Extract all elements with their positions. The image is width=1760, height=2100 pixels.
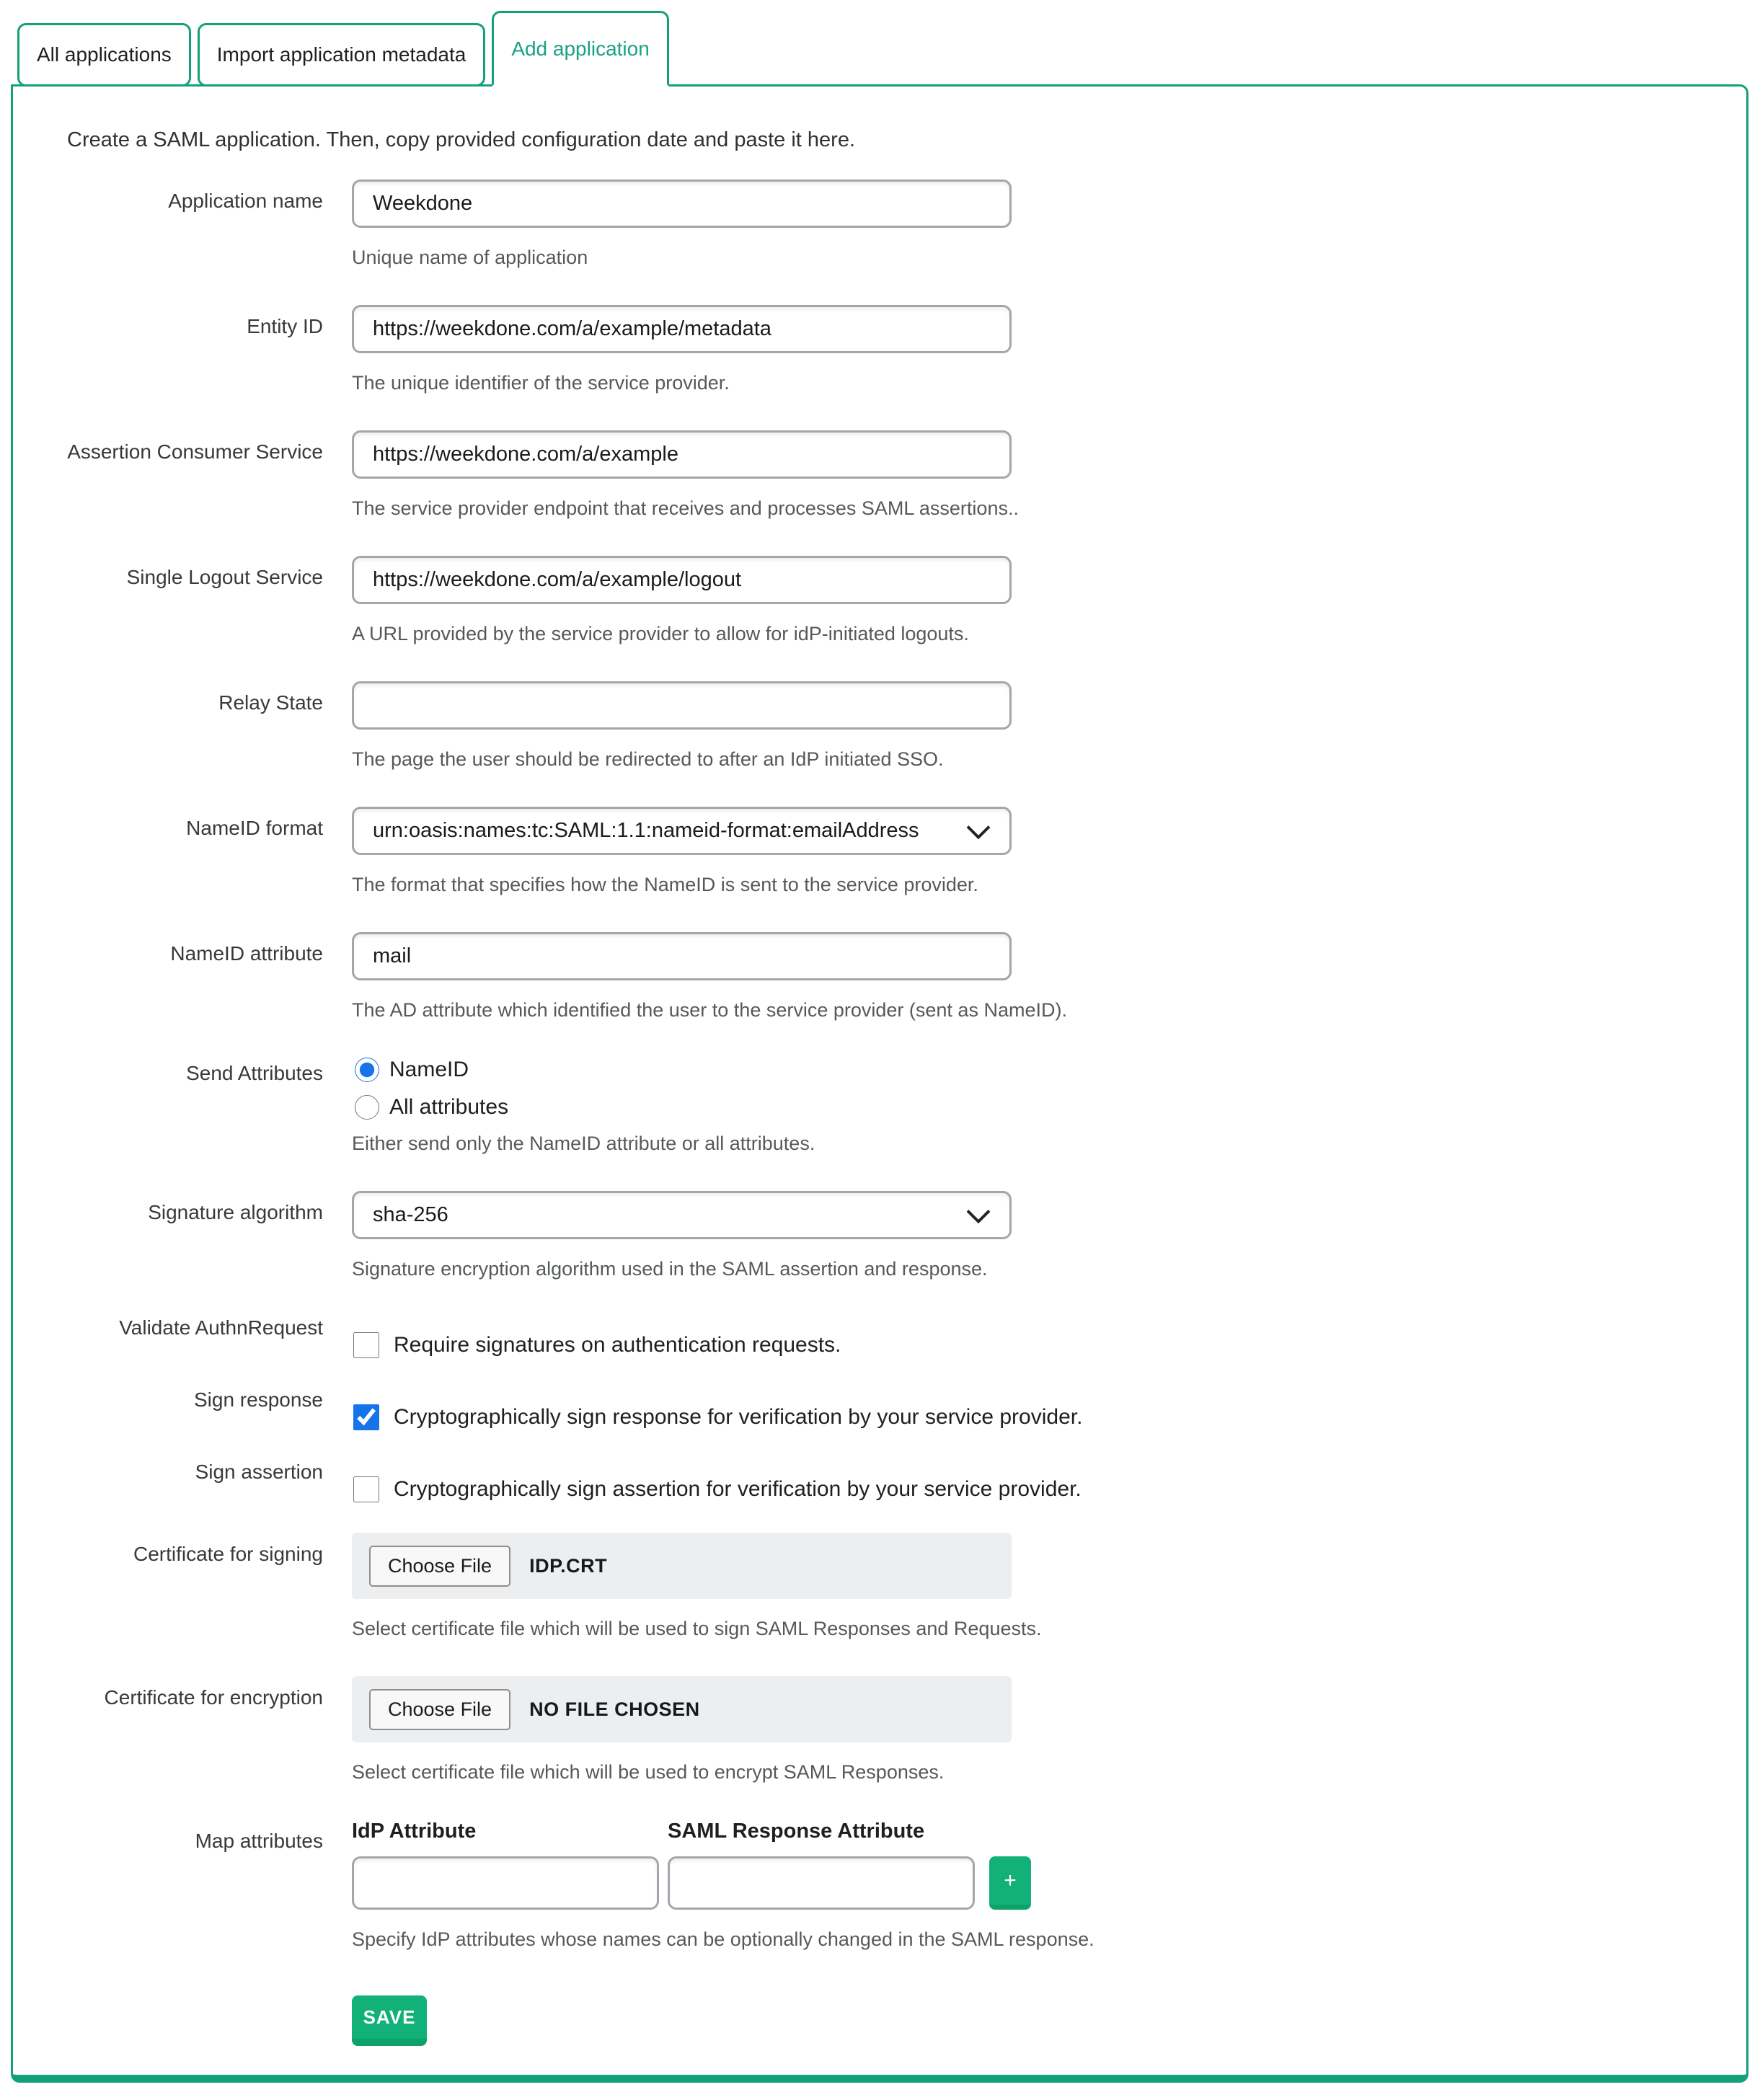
sign-assertion-checkbox-label: Cryptographically sign assertion for verification by your service provider. — [394, 1477, 1082, 1501]
save-row-spacer — [67, 1995, 323, 2006]
application-name-help: Unique name of application — [352, 247, 588, 268]
relay-state-input[interactable] — [352, 681, 1012, 730]
nameid-format-select[interactable]: urn:oasis:names:tc:SAML:1.1:nameid-format:emailAddress — [352, 807, 1012, 855]
single-logout-service-input[interactable] — [352, 556, 1012, 604]
intro-text: Create a SAML application. Then, copy provided configuration date and paste it here. — [67, 128, 856, 151]
relay-state-help: The page the user should be redirected to after an IdP initiated SSO. — [352, 748, 944, 770]
certificate-signing-row — [67, 1533, 1717, 1640]
single-logout-service-row — [67, 556, 1717, 645]
nameid-format-row — [67, 807, 1717, 896]
certificate-signing-help: Select certificate file which will be used to sign SAML Responses and Requests. — [352, 1618, 1042, 1639]
nameid-attribute-label: NameID attribute — [170, 942, 323, 965]
certificate-encryption-row — [67, 1676, 1717, 1784]
signature-algorithm-select[interactable]: sha-256 — [352, 1191, 1012, 1239]
add-attribute-mapping-button[interactable]: + — [989, 1856, 1031, 1910]
entity-id-row — [67, 305, 1717, 394]
validate-authnrequest-label: Validate AuthnRequest — [119, 1316, 323, 1339]
certificate-encryption-file-name: NO FILE CHOSEN — [529, 1698, 700, 1720]
save-button[interactable]: SAVE — [352, 1995, 427, 2046]
signature-algorithm-label: Signature algorithm — [148, 1201, 323, 1223]
certificate-signing-file-strip — [352, 1533, 1012, 1599]
tab-all-applications[interactable]: All applications — [17, 23, 191, 87]
nameid-attribute-row — [67, 932, 1717, 1022]
idp-attribute-column-header: IdP Attribute — [352, 1820, 477, 1843]
signature-algorithm-help: Signature encryption algorithm used in the SAML assertion and response. — [352, 1258, 988, 1280]
certificate-encryption-choose-file-button[interactable]: Choose File — [369, 1689, 510, 1730]
tab-add-application[interactable]: Add application — [492, 11, 668, 87]
assertion-consumer-service-row — [67, 430, 1717, 520]
sign-assertion-label: Sign assertion — [195, 1461, 323, 1483]
validate-authnrequest-row — [67, 1316, 1717, 1358]
send-attributes-help: Either send only the NameID attribute or all attributes. — [352, 1133, 815, 1154]
assertion-consumer-service-help: The service provider endpoint that receives and processes SAML assertions.. — [352, 497, 1019, 519]
certificate-signing-label: Certificate for signing — [133, 1543, 323, 1565]
nameid-attribute-help: The AD attribute which identified the user to the service provider (sent as NameID). — [352, 999, 1067, 1021]
validate-authnrequest-checkbox[interactable] — [353, 1332, 379, 1358]
relay-state-row — [67, 681, 1717, 771]
nameid-attribute-input[interactable] — [352, 932, 1012, 980]
nameid-radio-label: NameID — [389, 1058, 469, 1081]
entity-id-label: Entity ID — [247, 315, 323, 337]
signature-algorithm-row — [67, 1191, 1717, 1280]
sign-assertion-row — [67, 1461, 1717, 1502]
send-attributes-label: Send Attributes — [186, 1062, 323, 1084]
certificate-signing-choose-file-button[interactable]: Choose File — [369, 1546, 510, 1587]
send-attributes-option-all[interactable] — [352, 1095, 1505, 1120]
map-attributes-row — [67, 1820, 1717, 1951]
sign-response-checkbox-label: Cryptographically sign response for verification by your service provider. — [394, 1405, 1083, 1429]
relay-state-label: Relay State — [218, 691, 323, 714]
all-attributes-radio-label: All attributes — [389, 1095, 509, 1119]
add-application-panel — [11, 84, 1748, 2083]
single-logout-service-help: A URL provided by the service provider to allow for idP-initiated logouts. — [352, 623, 969, 644]
sign-response-checkbox[interactable] — [353, 1404, 379, 1430]
application-name-label: Application name — [168, 190, 323, 212]
sign-response-option[interactable] — [352, 1404, 1505, 1430]
all-attributes-radio[interactable] — [355, 1095, 379, 1120]
certificate-signing-file-name: IDP.CRT — [529, 1554, 608, 1577]
nameid-format-label: NameID format — [186, 817, 323, 839]
sign-assertion-option[interactable] — [352, 1476, 1505, 1502]
assertion-consumer-service-input[interactable] — [352, 430, 1012, 479]
application-name-row — [67, 180, 1717, 269]
entity-id-input[interactable] — [352, 305, 1012, 353]
tab-bar — [0, 0, 1760, 87]
sign-response-row — [67, 1388, 1717, 1430]
validate-authnrequest-option[interactable] — [352, 1332, 1505, 1358]
save-row — [67, 1995, 1717, 2046]
certificate-encryption-label: Certificate for encryption — [104, 1686, 323, 1709]
certificate-encryption-file-strip — [352, 1676, 1012, 1742]
nameid-radio[interactable] — [355, 1058, 379, 1082]
map-attributes-label: Map attributes — [195, 1830, 323, 1852]
certificate-encryption-help: Select certificate file which will be used to encrypt SAML Responses. — [352, 1761, 945, 1783]
assertion-consumer-service-label: Assertion Consumer Service — [67, 440, 323, 463]
entity-id-help: The unique identifier of the service provider. — [352, 372, 730, 394]
send-attributes-option-nameid[interactable] — [352, 1058, 1505, 1082]
sign-response-label: Sign response — [193, 1388, 323, 1411]
nameid-format-help: The format that specifies how the NameID is sent to the service provider. — [352, 874, 978, 895]
validate-authnrequest-checkbox-label: Require signatures on authentication requests. — [394, 1333, 841, 1357]
map-attributes-help: Specify IdP attributes whose names can be optionally changed in the SAML response. — [352, 1928, 1095, 1950]
sign-assertion-checkbox[interactable] — [353, 1476, 379, 1502]
idp-attribute-input[interactable] — [352, 1856, 659, 1910]
send-attributes-row — [67, 1058, 1717, 1155]
single-logout-service-label: Single Logout Service — [126, 566, 323, 588]
tab-import-application-metadata[interactable]: Import application metadata — [198, 23, 486, 87]
application-name-input[interactable] — [352, 180, 1012, 228]
saml-response-attribute-input[interactable] — [668, 1856, 975, 1910]
saml-response-attribute-column-header: SAML Response Attribute — [668, 1820, 925, 1843]
